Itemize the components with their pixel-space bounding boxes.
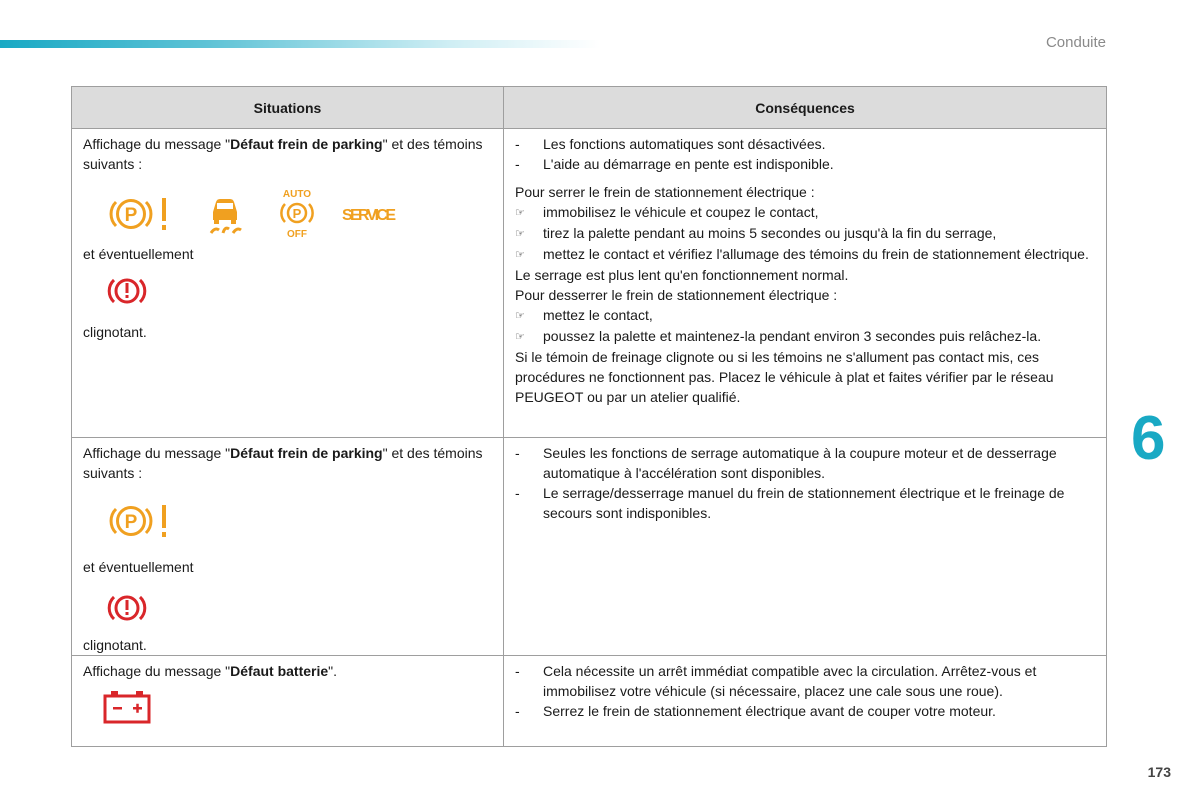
pointing-hand-icon: ☞ (515, 207, 525, 219)
chapter-number: 6 (1131, 404, 1166, 473)
and-possibly-text: et éventuellement (83, 246, 194, 262)
and-possibly-text: et éventuellement (83, 559, 194, 575)
header-accent-bar (0, 40, 600, 48)
step-item: mettez le contact, (543, 307, 653, 323)
pointing-hand-icon: ☞ (515, 310, 525, 322)
consequence-cell: - Seules les fonctions de serrage automatique à la coupure moteur et de desserrage automatique à l'accélération sont disponibles. - Le serrage/desserrage manuel du frein de stationnement électrique et le freinage de secours sont indisponibles. (504, 438, 1107, 656)
table-row (72, 656, 1107, 747)
situation-cell (72, 129, 504, 438)
page-number: 173 (1147, 764, 1171, 780)
auto-parking-brake-off-icon (275, 189, 319, 239)
consequence-item: Les fonctions automatiques sont désactivées. (543, 136, 826, 152)
step-item: poussez la palette et maintenez-la pendant environ 3 secondes puis relâchez-la. (543, 328, 1042, 344)
consequence-item: L'aide au démarrage en pente est indisponible. (543, 156, 834, 172)
parking-brake-fault-icon (109, 194, 173, 234)
slower-note: Le serrage est plus lent qu'en fonctionnement normal. (515, 267, 849, 283)
column-header-situations: Situations (72, 87, 504, 129)
brake-warning-icon (107, 275, 147, 307)
release-intro: Pour desserrer le frein de stationnement électrique : (515, 287, 838, 303)
column-header-consequences: Conséquences (504, 87, 1107, 129)
svg-text:OFF: OFF (287, 229, 307, 239)
parking-brake-fault-icon (109, 501, 173, 541)
table-row (72, 129, 1107, 438)
svg-text:P: P (124, 205, 138, 226)
brake-warning-icon (107, 592, 147, 624)
apply-intro: Pour serrer le frein de stationnement électrique : (515, 184, 815, 200)
service-icon (339, 202, 399, 226)
step-item: tirez la palette pendant au moins 5 secondes ou jusqu'à la fin du serrage, (543, 225, 997, 241)
pointing-hand-icon: ☞ (515, 249, 525, 261)
consequence-item: Serrez le frein de stationnement électrique avant de couper votre moteur. (543, 703, 996, 719)
section-title: Conduite (1045, 34, 1106, 51)
svg-text:SERVICE: SERVICE (342, 207, 396, 224)
svg-text:AUTO: AUTO (282, 189, 312, 200)
step-item: immobilisez le véhicule et coupez le contact, (543, 204, 819, 220)
consequence-cell: - Cela nécessite un arrêt immédiat compatible avec la circulation. Arrêtez-vous et immobilisez votre véhicule (si nécessaire, placez une cale sous une roue). - Serrez le frein de stationnement électrique avant de couper votre moteur. (504, 656, 1107, 747)
warning-table (71, 86, 1107, 747)
svg-text:P: P (124, 512, 138, 533)
svg-text:P: P (292, 206, 302, 221)
stability-control-icon (203, 192, 247, 236)
blinking-text: clignotant. (83, 637, 147, 653)
situation-text: Affichage du message "Défaut batterie". (83, 663, 338, 679)
situation-text: Affichage du message "Défaut frein de parking" et des témoins suivants : (83, 136, 483, 172)
step-item: mettez le contact et vérifiez l'allumage des témoins du frein de stationnement électrique. (543, 246, 1089, 262)
consequence-item: Le serrage/desserrage manuel du frein de stationnement électrique et le freinage de secours sont indisponibles. (543, 485, 1065, 521)
consequence-item: Cela nécessite un arrêt immédiat compatible avec la circulation. Arrêtez-vous et immobilisez votre véhicule (si nécessaire, placez une cale sous une roue). (543, 663, 1037, 699)
pointing-hand-icon: ☞ (515, 228, 525, 240)
situation-cell (72, 438, 504, 656)
consequence-cell: - Les fonctions automatiques sont désactivées. - L'aide au démarrage en pente est indisponible. Pour serrer le frein de stationnement électrique : ☞ immobilisez le véhicule et coupez le contact, ☞ tirez la palette pendant au moins 5 secondes ou jusqu'à la fin du serrage, ☞ mettez le contact et vérifiez l'allumage des témoins du frein de stationnement électrique. Le serrage est plus lent qu'en fonctionnement normal. Pour desserrer le frein de stationnement électrique : ☞ mettez le contact, ☞ poussez la palette et maintenez-la pendant environ 3 secondes puis relâchez-la. Si le témoin de freinage clignote ou si les témoins ne s'allument pas contact mis, ces procédures ne fonctionnent pas. Placez le véhicule à plat et faites vérifier par le réseau PEUGEOT ou par un atelier qualifié. (504, 129, 1107, 438)
situation-text: Affichage du message "Défaut frein de parking" et des témoins suivants : (83, 445, 483, 481)
pointing-hand-icon: ☞ (515, 331, 525, 343)
table-row (72, 438, 1107, 656)
situation-cell (72, 656, 504, 747)
blinking-text: clignotant. (83, 324, 147, 340)
battery-warning-icon (103, 690, 151, 724)
warning-note: Si le témoin de freinage clignote ou si les témoins ne s'allument pas contact mis, ces procédures ne fonctionnent pas. Placez le véhicule à plat et faites vérifier par le réseau PEUGEOT ou par un atelier qualifié. (515, 349, 1054, 405)
consequence-item: Seules les fonctions de serrage automatique à la coupure moteur et de desserrage automatique à l'accélération sont disponibles. (543, 445, 1057, 481)
